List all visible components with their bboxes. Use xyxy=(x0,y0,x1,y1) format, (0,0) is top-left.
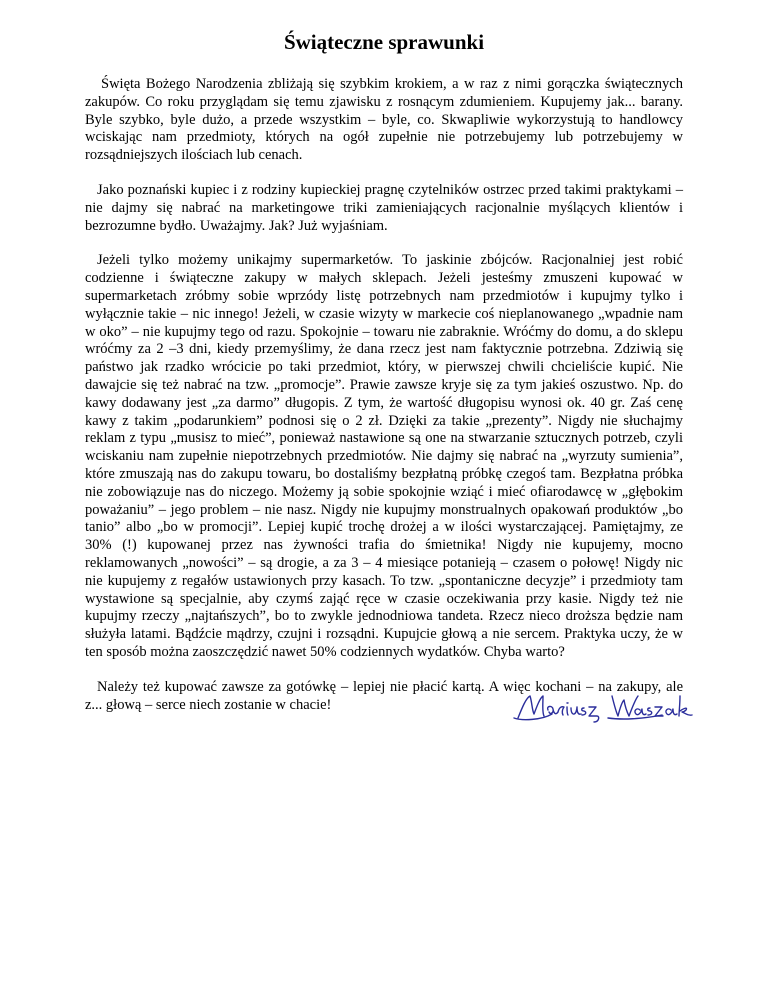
handwritten-signature xyxy=(512,688,702,728)
signature-graphic xyxy=(512,688,702,728)
paragraph-closing: Należy też kupować zawsze za gotówkę – lepiej nie płacić kartą. A więc kochani – na zakupy, ale z... głową – serce niech zostanie w chacie! xyxy=(85,678,683,713)
paragraph-advice: Jeżeli tylko możemy unikajmy supermarketów. To jaskinie zbójców. Racjonalniej jest robić codzienne i świąteczne zakupy w małych sklepach. Jeżeli jesteśmy zmuszeni kupować w supermarketach zróbmy sobie wprzódy listę potrzebnych nam przedmiotów i kupujmy tylko i wyłącznie takie – nic innego! Jeżeli, w czasie wizyty w markecie coś nieplanowanego „wpadnie nam w oko” – nie kupujmy tego od razu. Spokojnie – towaru nie zabraknie. Wróćmy do domu, a do sklepu wróćmy za 2 –3 dni, kiedy przemyślimy, że dana rzecz jest nam faktycznie potrzebna. Zdziwią się państwo jak rzadko wrócicie po taki przedmiot, który, w pierwszej chwili chcieliście kupić. Nie dawajcie się też nabrać na tzw. „promocje”. Prawie zawsze kryje się za tym jakieś oszustwo. Np. do kawy dodawany jest „za darmo” długopis. Z tym, że wartość długopisu wynosi ok. 40 gr. Zaś cenę kawy z takim „podarunkiem” podnosi się o 2 zł. Dzięki za takie „prezenty”. Nigdy nie słuchajmy reklam z typu „musisz to mieć”, ponieważ nastawione są one na stwarzanie sztucznych potrzeb, czyli wciskaniu nam zupełnie niepotrzebnych przedmiotów. Nie dajmy się nabrać na „wyrzuty sumienia”, które zmuszają nas do zakupu towaru, bo dostaliśmy bezpłatną próbkę czegoś tam. Bezpłatna próbka nie zobowiązuje nas do niczego. Możemy ją sobie spokojnie wziąć i mieć ofiarodawcę w „głębokim poważaniu” – jego problem – nie nasz. Nigdy nie kupujmy monstrualnych opakowań produktów „bo tanio” albo „bo w promocji”. Lepiej kupić trochę drożej a w ilości wystarczającej. Pamiętajmy, ze 30% (!) kupowanej przez nas żywności trafia do śmietnika! Nigdy nie kupujemy, mocno reklamowanych „nowości” – są drogie, a za 3 – 4 miesiące potanieją – czasem o połowę! Nigdy nic nie kupujemy z regałów ustawionych przy kasach. To tzw. „spontaniczne decyzje” i przedmioty tam wystawione są specjalnie, aby czymś zająć ręce w czasie oczekiwania przy kasie. Nigdy też nie kupujmy rzeczy „najtańszych”, bo to zwykle jednodniowa tandeta. Rzecz nieco droższa będzie nam służyła latami. Bądźcie mądrzy, czujni i rozsądni. Kupujcie głową a nie sercem. Praktyka uczy, że w ten sposób można zaoszczędzić nawet 50% codziennych wydatków. Chyba warto? xyxy=(85,252,683,660)
paragraph-warning: Jako poznański kupiec i z rodziny kupieckiej pragnę czytelników ostrzec przed takimi praktykami – nie dajmy się nabrać na marketingowe triki zamieniających racjonalnie myślących klientów i bezrozumne bydło. Uważajmy. Jak? Już wyjaśniam. xyxy=(85,181,683,234)
document-title: Świąteczne sprawunki xyxy=(283,30,485,54)
paragraph-intro: Święta Bożego Narodzenia zbliżają się szybkim krokiem, a w raz z nimi gorączka świątecznych zakupów. Co roku przyglądam się temu zjawisku z rosnącym zdumieniem. Kupujemy jak... barany. Byle szybko, byle dużo, a przede wszystkim – byle, co. Skwapliwie wykorzystują to handlowcy wciskając nam przedmioty, których na ogół zupełnie nie potrzebujemy lub potrzebujemy w rozsądniejszych ilościach lub cenach. xyxy=(85,76,683,164)
